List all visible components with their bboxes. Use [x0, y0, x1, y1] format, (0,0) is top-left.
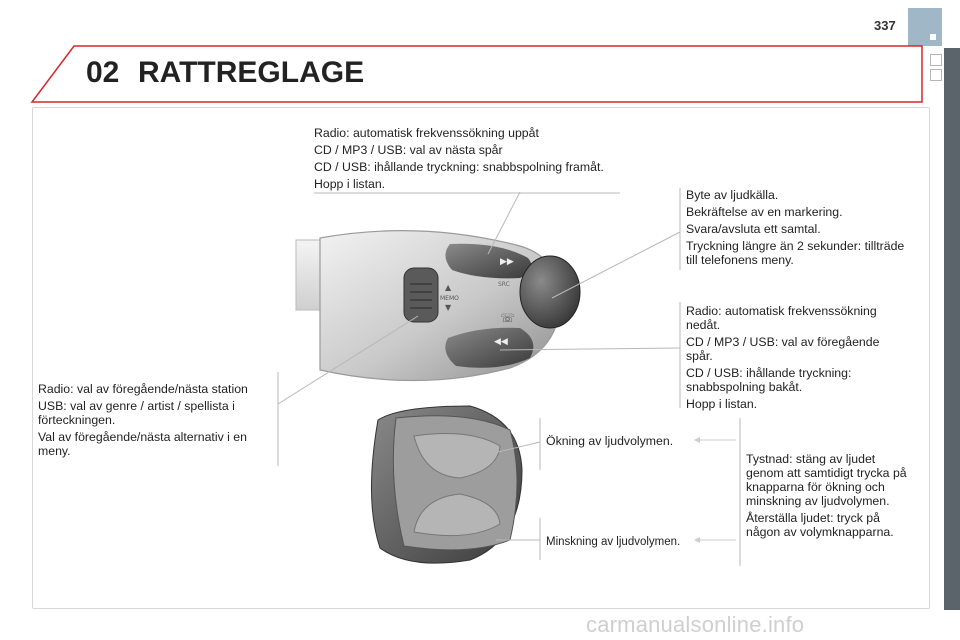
page-number: 337 [874, 18, 896, 33]
callout-left-line: Radio: val av föregående/nästa station [38, 382, 248, 396]
callout-mute [746, 452, 912, 542]
callout-right-upper-line: Bekräftelse av en markering. [686, 205, 843, 219]
callout-right-middle-line: Radio: automatisk frekvenssökning nedåt. [686, 304, 877, 332]
callout-right-middle-line: Hopp i listan. [686, 397, 758, 411]
callout-volume-down [546, 535, 736, 552]
callout-mute-line: Tystnad: stäng av ljudet genom att samtidigt trycka på knapparna för ökning och minskning av ljudvolymen. [746, 452, 907, 508]
svg-text:▲: ▲ [445, 283, 452, 292]
callout-right-middle-line: CD / USB: ihållande tryckning: snabbspolning bakåt. [686, 366, 852, 394]
chapter-number: 02 [86, 56, 120, 89]
svg-text:▶▶: ▶▶ [500, 257, 514, 267]
callout-left-line: USB: val av genre / artist / spellista i förteckningen. [38, 399, 235, 427]
callout-left-line: Val av föregående/nästa alternativ i en meny. [38, 430, 247, 458]
callout-volume-down-text: Minskning av ljudvolymen. [546, 536, 681, 548]
callout-right-middle [686, 304, 896, 414]
svg-text:☏: ☏ [500, 311, 516, 325]
callout-top [314, 126, 634, 194]
callout-right-upper-line: Tryckning längre än 2 sekunder: tillträde till telefonens meny. [686, 239, 905, 267]
callout-top-line: CD / MP3 / USB: val av nästa spår [314, 143, 503, 157]
callout-right-middle-line: CD / MP3 / USB: val av föregående spår. [686, 335, 880, 363]
svg-text:◀◀: ◀◀ [494, 337, 508, 347]
callout-left [38, 382, 268, 461]
callout-top-line: CD / USB: ihållande tryckning: snabbspolning framåt. [314, 160, 604, 174]
chapter-title: RATTREGLAGE [138, 56, 365, 89]
callout-right-upper-line: Byte av ljudkälla. [686, 188, 779, 202]
callout-volume-up [546, 434, 726, 451]
src-label: SRC [498, 281, 510, 288]
callout-top-line: Radio: automatisk frekvenssökning uppåt [314, 126, 539, 140]
svg-text:▼: ▼ [445, 303, 452, 312]
callout-mute-line: Återställa ljudet: tryck på någon av volymknapparna. [746, 511, 894, 539]
watermark: carmanualsonline.info [586, 612, 805, 637]
callout-volume-up-text: Ökning av ljudvolymen. [546, 434, 674, 448]
callout-top-line: Hopp i listan. [314, 177, 386, 191]
callout-right-upper [686, 188, 918, 270]
wheel-label: MEMO [440, 295, 459, 302]
callout-right-upper-line: Svara/avsluta ett samtal. [686, 222, 821, 236]
